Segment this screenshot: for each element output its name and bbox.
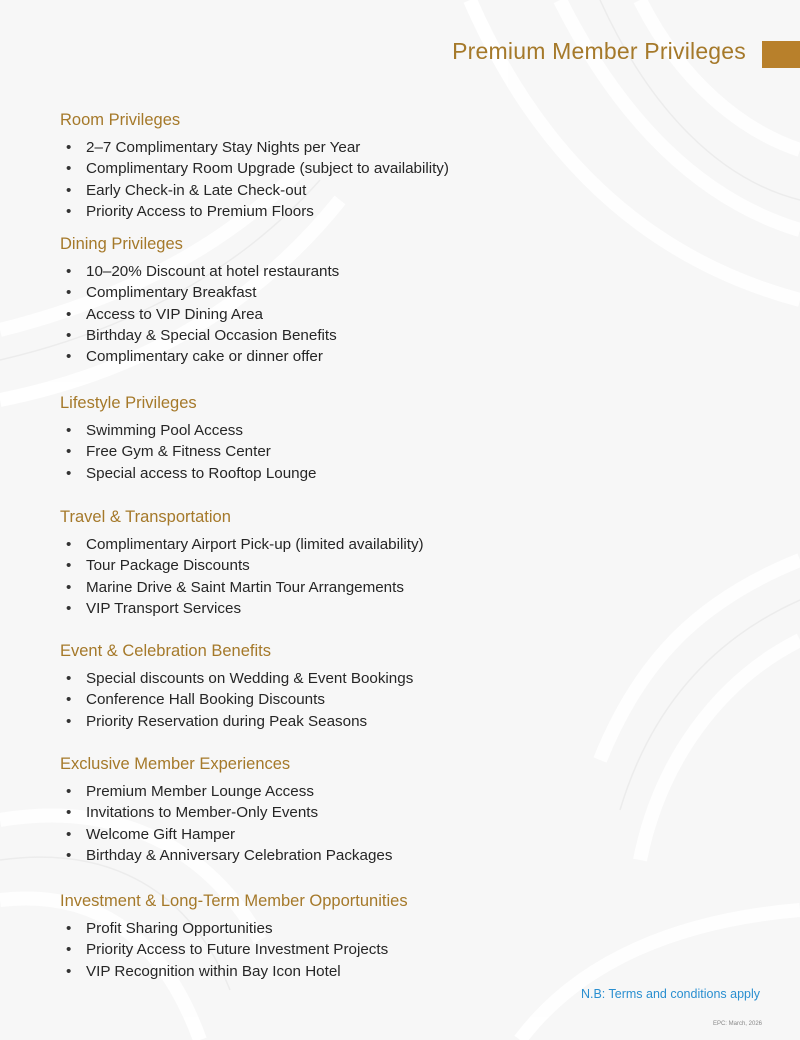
section-title: Investment & Long-Term Member Opportunities [60,892,408,910]
list-item: • VIP Recognition within Bay Icon Hotel [60,961,408,982]
list-item: • Swimming Pool Access [60,420,317,441]
list-item: • Birthday & Anniversary Celebration Packages [60,845,392,866]
section-event-celebration [60,639,413,732]
privilege-list [60,918,408,982]
list-item: • Priority Access to Future Investment Projects [60,939,408,960]
privilege-list [60,420,317,484]
section-investment-opportunities [60,889,408,982]
list-item: • Priority Access to Premium Floors [60,201,449,222]
privilege-list [60,137,449,222]
document-code: EPC: March, 2026 [712,1021,762,1027]
section-title: Dining Privileges [60,235,183,253]
list-item: • Birthday & Special Occasion Benefits [60,325,339,346]
section-title: Travel & Transportation [60,508,231,526]
list-item: • Complimentary Airport Pick-up (limited availability) [60,534,424,555]
section-dining-privileges [60,232,339,367]
list-item: • Complimentary Breakfast [60,282,339,303]
section-title: Exclusive Member Experiences [60,755,291,773]
privilege-list [60,668,413,732]
list-item: • Early Check-in & Late Check-out [60,180,449,201]
section-title: Lifestyle Privileges [60,394,197,412]
section-exclusive-experiences [60,752,392,866]
section-travel-transportation [60,505,424,619]
section-title: Room Privileges [60,111,181,129]
list-item: • VIP Transport Services [60,598,424,619]
list-item: • Conference Hall Booking Discounts [60,689,413,710]
list-item: • Welcome Gift Hamper [60,824,392,845]
header-accent-bar [762,41,800,68]
section-title: Event & Celebration Benefits [60,642,271,660]
list-item: • 2–7 Complimentary Stay Nights per Year [60,137,449,158]
list-item: • Tour Package Discounts [60,555,424,576]
list-item: • Access to VIP Dining Area [60,304,339,325]
list-item: • Marine Drive & Saint Martin Tour Arrangements [60,577,424,598]
list-item: • Priority Reservation during Peak Seasons [60,711,413,732]
list-item: • Premium Member Lounge Access [60,781,392,802]
privilege-list [60,534,424,619]
list-item: • Complimentary cake or dinner offer [60,346,339,367]
list-item: • Special access to Rooftop Lounge [60,463,317,484]
list-item: • Free Gym & Fitness Center [60,441,317,462]
privilege-list [60,261,339,367]
list-item: • Profit Sharing Opportunities [60,918,408,939]
list-item: • Complimentary Room Upgrade (subject to availability) [60,158,449,179]
list-item: • Special discounts on Wedding & Event Bookings [60,668,413,689]
section-lifestyle-privileges [60,391,317,484]
privilege-list [60,781,392,866]
list-item: • 10–20% Discount at hotel restaurants [60,261,339,282]
terms-note: N.B: Terms and conditions apply [580,987,760,1001]
page-title: Premium Member Privileges [452,38,746,64]
list-item: • Invitations to Member-Only Events [60,802,392,823]
section-room-privileges [60,108,449,222]
